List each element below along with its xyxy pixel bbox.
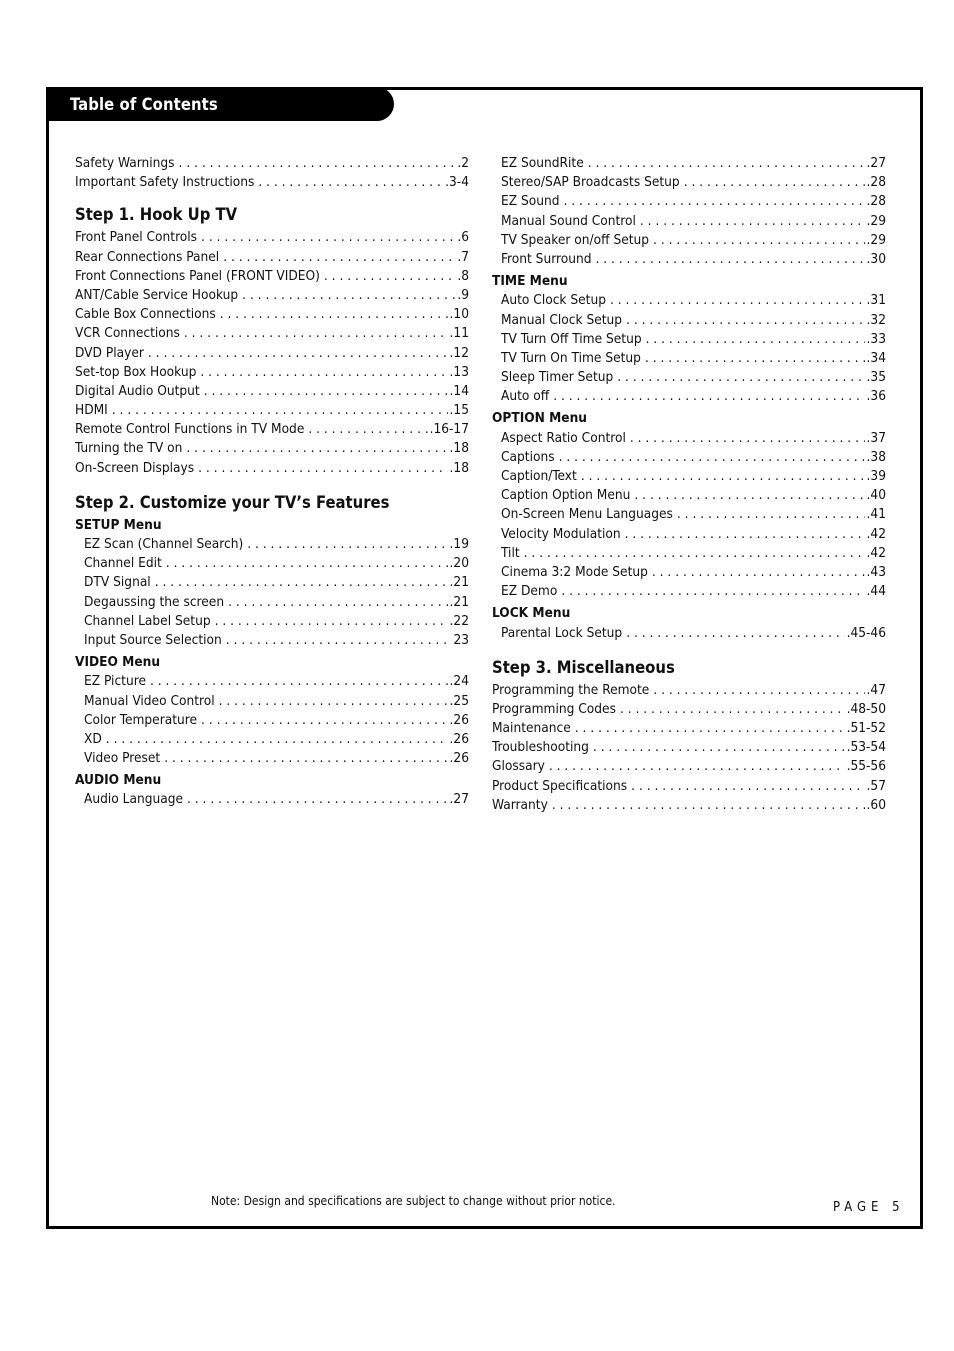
toc-entry-label: Channel Label Setup bbox=[84, 612, 211, 629]
toc-entry-label: Color Temperature bbox=[84, 711, 198, 728]
toc-entry[interactable] bbox=[492, 564, 886, 583]
toc-entry-label: Auto off bbox=[501, 388, 550, 405]
toc-right-column bbox=[492, 155, 886, 816]
toc-entry-page: .44 bbox=[866, 583, 886, 600]
dot-leader bbox=[308, 421, 427, 437]
toc-entry-page: .26 bbox=[449, 711, 469, 728]
toc-entry-page: .31 bbox=[866, 292, 886, 309]
toc-entry-label: EZ Sound bbox=[501, 193, 560, 210]
dot-leader bbox=[106, 731, 448, 747]
toc-entry-page: .12 bbox=[449, 344, 469, 361]
toc-entry-label: EZ Scan (Channel Search) bbox=[84, 536, 244, 552]
toc-entry[interactable] bbox=[492, 739, 886, 758]
toc-entry-label: DTV Signal bbox=[84, 574, 151, 591]
toc-entry-page: .35 bbox=[866, 369, 886, 386]
toc-entry-label: Video Preset bbox=[84, 750, 161, 767]
toc-entry[interactable] bbox=[492, 449, 886, 468]
dot-leader bbox=[564, 193, 865, 209]
toc-entry[interactable] bbox=[75, 287, 469, 306]
toc-entry-label: TV Turn Off Time Setup bbox=[501, 330, 642, 347]
toc-entry-label: Front Panel Controls bbox=[75, 229, 198, 246]
toc-entry-label: Front Connections Panel (FRONT VIDEO) bbox=[75, 267, 320, 284]
toc-entry-label: Important Safety Instructions bbox=[75, 174, 255, 191]
dot-leader bbox=[595, 251, 864, 267]
toc-entry-page: .18 bbox=[449, 459, 469, 476]
toc-entry[interactable] bbox=[75, 594, 469, 613]
toc-entry-page: .48-50 bbox=[846, 700, 886, 717]
step3-heading: Step 3. Miscellaneous bbox=[492, 657, 675, 677]
toc-entry-page: .34 bbox=[866, 349, 886, 366]
toc-entry[interactable] bbox=[492, 331, 886, 350]
dot-leader bbox=[630, 430, 865, 446]
toc-entry-page: .51-52 bbox=[846, 720, 886, 737]
toc-entry-label: Stereo/SAP Broadcasts Setup bbox=[501, 174, 680, 191]
toc-entry-page: .25 bbox=[449, 692, 469, 709]
dot-leader bbox=[677, 506, 865, 522]
dot-leader bbox=[186, 440, 447, 456]
toc-entry[interactable] bbox=[75, 750, 469, 769]
step1-list bbox=[75, 229, 469, 478]
toc-entry-page: .33 bbox=[866, 330, 886, 347]
toc-title-tab bbox=[46, 87, 394, 121]
toc-entry[interactable] bbox=[75, 574, 469, 593]
toc-entry-page: .32 bbox=[866, 311, 886, 328]
time-menu-heading: TIME Menu bbox=[492, 273, 568, 290]
toc-entry-page: .22 bbox=[449, 612, 469, 629]
toc-entry[interactable] bbox=[492, 625, 886, 644]
toc-entry-page: .45-46 bbox=[846, 624, 886, 641]
toc-entry-page: .7 bbox=[457, 248, 469, 265]
audio-menu-list bbox=[75, 791, 469, 810]
page-title: Table of Contents bbox=[70, 94, 218, 114]
toc-entry-page: .39 bbox=[866, 468, 886, 484]
dot-leader bbox=[575, 720, 845, 736]
toc-entry[interactable] bbox=[75, 229, 469, 248]
toc-entry-label: Audio Language bbox=[84, 791, 184, 808]
toc-entry-label: Input Source Selection bbox=[84, 631, 222, 648]
toc-entry[interactable] bbox=[492, 193, 886, 212]
toc-entry-label: EZ Picture bbox=[84, 673, 146, 690]
toc-entry-page: .19 bbox=[449, 536, 469, 552]
toc-entry-page: .3-4 bbox=[445, 174, 469, 191]
toc-entry[interactable] bbox=[75, 268, 469, 287]
toc-entry[interactable] bbox=[75, 731, 469, 750]
dot-leader bbox=[559, 449, 865, 465]
dot-leader bbox=[684, 174, 865, 190]
toc-entry-page: .57 bbox=[866, 777, 886, 794]
dot-leader bbox=[625, 526, 865, 542]
toc-entry-page: .10 bbox=[449, 306, 469, 323]
dot-leader bbox=[112, 402, 448, 418]
video-menu-heading: VIDEO Menu bbox=[75, 654, 161, 671]
toc-entry-page: .21 bbox=[449, 593, 469, 610]
toc-entry-page: .8 bbox=[457, 267, 469, 284]
dot-leader bbox=[201, 229, 455, 245]
toc-entry-page: .13 bbox=[449, 363, 469, 380]
toc-entry[interactable] bbox=[492, 720, 886, 739]
toc-entry[interactable] bbox=[75, 693, 469, 712]
toc-entry[interactable] bbox=[75, 325, 469, 344]
toc-entry[interactable] bbox=[492, 174, 886, 193]
dot-leader bbox=[553, 388, 864, 404]
dot-leader bbox=[561, 583, 864, 599]
toc-entry-label: Manual Clock Setup bbox=[501, 311, 623, 328]
toc-entry-page: .9 bbox=[457, 286, 469, 303]
toc-entry-label: Product Specifications bbox=[492, 777, 628, 794]
toc-entry-label: On-Screen Displays bbox=[75, 459, 195, 476]
step1-heading: Step 1. Hook Up TV bbox=[75, 205, 238, 225]
toc-entry[interactable] bbox=[75, 383, 469, 402]
toc-entry[interactable] bbox=[492, 232, 886, 251]
toc-entry[interactable] bbox=[492, 430, 886, 449]
audio-menu-heading: AUDIO Menu bbox=[75, 772, 162, 789]
toc-entry-page: .42 bbox=[866, 525, 886, 542]
toc-entry-label: Programming the Remote bbox=[492, 681, 650, 698]
toc-entry-page: 23 bbox=[453, 631, 469, 648]
toc-entry-label: XD bbox=[84, 730, 102, 747]
dot-leader bbox=[258, 174, 443, 190]
toc-entry[interactable] bbox=[492, 526, 886, 545]
dot-leader bbox=[187, 791, 448, 807]
toc-entry-page: .11 bbox=[449, 325, 469, 342]
toc-entry-page: .2 bbox=[457, 155, 469, 171]
dot-leader bbox=[653, 682, 864, 698]
dot-leader bbox=[200, 364, 447, 380]
dot-leader bbox=[204, 383, 448, 399]
step3-list bbox=[492, 682, 886, 816]
video-menu-list bbox=[75, 673, 469, 769]
toc-entry-label: Set-top Box Hookup bbox=[75, 363, 197, 380]
toc-entry-page: .29 bbox=[866, 212, 886, 229]
toc-entry-label: Glossary bbox=[492, 758, 545, 775]
toc-entry[interactable] bbox=[492, 778, 886, 797]
toc-entry-label: Captions bbox=[501, 448, 555, 465]
toc-entry-label: Parental Lock Setup bbox=[501, 624, 623, 641]
toc-entry-page: .55-56 bbox=[846, 758, 886, 775]
toc-entry-page: .20 bbox=[449, 555, 469, 572]
dot-leader bbox=[631, 778, 864, 794]
toc-entry[interactable] bbox=[75, 632, 469, 651]
toc-entry-page: .24 bbox=[449, 673, 469, 690]
toc-entry[interactable] bbox=[492, 251, 886, 270]
option-menu-list bbox=[492, 430, 886, 603]
dot-leader bbox=[610, 292, 865, 308]
dot-leader bbox=[634, 487, 864, 503]
setup-menu-list bbox=[75, 536, 469, 651]
toc-entry-page: .30 bbox=[866, 250, 886, 267]
toc-entry-label: Aspect Ratio Control bbox=[501, 429, 626, 446]
toc-entry-label: Warranty bbox=[492, 796, 548, 813]
toc-entry[interactable] bbox=[75, 673, 469, 692]
toc-entry[interactable] bbox=[492, 213, 886, 232]
toc-entry[interactable] bbox=[492, 797, 886, 816]
toc-entry[interactable] bbox=[75, 613, 469, 632]
toc-entry[interactable] bbox=[75, 712, 469, 731]
toc-entry[interactable] bbox=[492, 292, 886, 311]
toc-entry-page: .27 bbox=[449, 791, 469, 808]
toc-entry-label: Front Surround bbox=[501, 250, 592, 267]
toc-entry-page: .14 bbox=[449, 382, 469, 399]
dot-leader bbox=[220, 306, 448, 322]
toc-entry-label: TV Turn On Time Setup bbox=[501, 349, 641, 366]
toc-entry-label: ANT/Cable Service Hookup bbox=[75, 286, 239, 303]
toc-entry[interactable] bbox=[75, 174, 469, 193]
dot-leader bbox=[242, 287, 455, 303]
intro-list bbox=[75, 155, 469, 193]
dot-leader bbox=[626, 312, 865, 328]
toc-entry-label: Degaussing the screen bbox=[84, 593, 225, 610]
toc-entry-label: EZ SoundRite bbox=[501, 155, 584, 171]
dot-leader bbox=[166, 555, 448, 571]
toc-entry-label: Auto Clock Setup bbox=[501, 292, 606, 309]
toc-entry-label: Digital Audio Output bbox=[75, 382, 200, 399]
toc-entry-label: Channel Edit bbox=[84, 555, 162, 572]
dot-leader bbox=[150, 673, 448, 689]
toc-entry[interactable] bbox=[492, 701, 886, 720]
toc-entry-page: .26 bbox=[449, 750, 469, 767]
toc-entry[interactable] bbox=[75, 155, 469, 174]
dot-leader bbox=[198, 460, 447, 476]
toc-entry[interactable] bbox=[75, 536, 469, 555]
dot-leader bbox=[201, 712, 448, 728]
toc-entry-label: Cable Box Connections bbox=[75, 306, 216, 323]
toc-entry-page: .42 bbox=[866, 544, 886, 561]
toc-entry[interactable] bbox=[492, 583, 886, 602]
dot-leader bbox=[588, 155, 865, 171]
dot-leader bbox=[219, 693, 448, 709]
toc-entry[interactable] bbox=[492, 369, 886, 388]
dot-leader bbox=[148, 345, 448, 361]
dot-leader bbox=[617, 369, 864, 385]
dot-leader bbox=[247, 536, 447, 552]
dot-leader bbox=[164, 750, 447, 766]
dot-leader bbox=[653, 232, 865, 248]
toc-entry[interactable] bbox=[492, 388, 886, 407]
toc-entry-page: .36 bbox=[866, 388, 886, 405]
step2-heading: Step 2. Customize your TV’s Features bbox=[75, 492, 390, 512]
toc-entry[interactable] bbox=[75, 421, 469, 440]
toc-entry-label: Manual Sound Control bbox=[501, 212, 636, 229]
dot-leader bbox=[184, 325, 448, 341]
toc-entry-label: Caption/Text bbox=[501, 468, 577, 484]
toc-entry-label: TV Speaker on/off Setup bbox=[501, 231, 650, 248]
option-menu-heading: OPTION Menu bbox=[492, 410, 588, 427]
toc-entry-label: DVD Player bbox=[75, 344, 144, 361]
toc-entry-page: .28 bbox=[866, 193, 886, 210]
dot-leader bbox=[179, 155, 456, 171]
dot-leader bbox=[524, 545, 865, 561]
dot-leader bbox=[215, 613, 448, 629]
dot-leader bbox=[226, 632, 452, 648]
footer-note: Note: Design and specifications are subject to change without prior notice. bbox=[211, 1194, 616, 1208]
lock-menu-heading: LOCK Menu bbox=[492, 605, 571, 622]
toc-entry-label: Caption Option Menu bbox=[501, 487, 631, 504]
toc-entry[interactable] bbox=[492, 682, 886, 701]
toc-entry-page: .18 bbox=[449, 440, 469, 457]
toc-entry-label: On-Screen Menu Languages bbox=[501, 506, 673, 523]
toc-entry[interactable] bbox=[492, 350, 886, 369]
dot-leader bbox=[645, 350, 865, 366]
toc-entry-label: Sleep Timer Setup bbox=[501, 369, 614, 386]
toc-entry-page: .15 bbox=[449, 402, 469, 419]
toc-entry[interactable] bbox=[492, 487, 886, 506]
toc-entry-label: Cinema 3:2 Mode Setup bbox=[501, 563, 648, 580]
page-number: PAGE 5 bbox=[833, 1200, 905, 1215]
toc-entry[interactable] bbox=[492, 468, 886, 487]
toc-entry-label: Troubleshooting bbox=[492, 739, 589, 756]
toc-entry-page: .29 bbox=[866, 231, 886, 248]
toc-entry-label: Turning the TV on bbox=[75, 440, 183, 457]
toc-entry-page: .40 bbox=[866, 487, 886, 504]
toc-left-column bbox=[75, 155, 469, 811]
toc-entry-label: Manual Video Control bbox=[84, 692, 215, 709]
toc-entry[interactable] bbox=[75, 460, 469, 479]
toc-entry[interactable] bbox=[492, 506, 886, 525]
toc-entry[interactable] bbox=[75, 249, 469, 268]
toc-entry[interactable] bbox=[492, 545, 886, 564]
toc-entry[interactable] bbox=[75, 555, 469, 574]
toc-entry-page: .38 bbox=[866, 448, 886, 465]
toc-entry-label: Velocity Modulation bbox=[501, 525, 621, 542]
setup-menu-heading: SETUP Menu bbox=[75, 516, 162, 533]
lock-menu-list bbox=[492, 625, 886, 644]
audio-menu-continued-list bbox=[492, 155, 886, 270]
toc-entry-label: Tilt bbox=[501, 544, 520, 561]
toc-entry-page: .41 bbox=[866, 506, 886, 523]
dot-leader bbox=[228, 594, 447, 610]
toc-entry-page: .21 bbox=[449, 574, 469, 591]
dot-leader bbox=[626, 625, 844, 641]
toc-entry[interactable] bbox=[75, 402, 469, 421]
toc-entry-label: Remote Control Functions in TV Mode bbox=[75, 421, 305, 438]
toc-entry-label: Rear Connections Panel bbox=[75, 248, 220, 265]
toc-entry-page: .47 bbox=[866, 681, 886, 698]
toc-entry-label: EZ Demo bbox=[501, 583, 558, 600]
dot-leader bbox=[223, 249, 455, 265]
toc-entry-label: HDMI bbox=[75, 402, 108, 419]
toc-entry[interactable] bbox=[492, 312, 886, 331]
toc-entry-page: .37 bbox=[866, 429, 886, 446]
toc-entry-page: .6 bbox=[457, 229, 469, 246]
toc-entry[interactable] bbox=[492, 155, 886, 174]
dot-leader bbox=[155, 574, 448, 590]
time-menu-list bbox=[492, 292, 886, 407]
toc-entry-page: .16-17 bbox=[429, 421, 469, 438]
toc-entry-page: .60 bbox=[866, 796, 886, 813]
dot-leader bbox=[324, 268, 455, 284]
toc-entry-page: .53-54 bbox=[846, 739, 886, 756]
toc-entry-page: .26 bbox=[449, 730, 469, 747]
toc-entry[interactable] bbox=[492, 758, 886, 777]
toc-entry[interactable] bbox=[75, 364, 469, 383]
toc-entry[interactable] bbox=[75, 306, 469, 325]
toc-entry-page: .27 bbox=[866, 155, 886, 171]
dot-leader bbox=[549, 758, 845, 774]
toc-entry-page: .28 bbox=[866, 174, 886, 191]
dot-leader bbox=[581, 468, 865, 484]
toc-entry-label: Maintenance bbox=[492, 720, 571, 737]
toc-entry[interactable] bbox=[75, 440, 469, 459]
toc-entry[interactable] bbox=[75, 791, 469, 810]
dot-leader bbox=[620, 701, 845, 717]
toc-entry-page: .43 bbox=[866, 563, 886, 580]
dot-leader bbox=[640, 213, 865, 229]
dot-leader bbox=[646, 331, 865, 347]
toc-entry-label: VCR Connections bbox=[75, 325, 180, 342]
toc-entry[interactable] bbox=[75, 345, 469, 364]
toc-entry-label: Safety Warnings bbox=[75, 155, 175, 171]
toc-entry-label: Programming Codes bbox=[492, 700, 616, 717]
dot-leader bbox=[593, 739, 845, 755]
dot-leader bbox=[652, 564, 865, 580]
dot-leader bbox=[552, 797, 865, 813]
